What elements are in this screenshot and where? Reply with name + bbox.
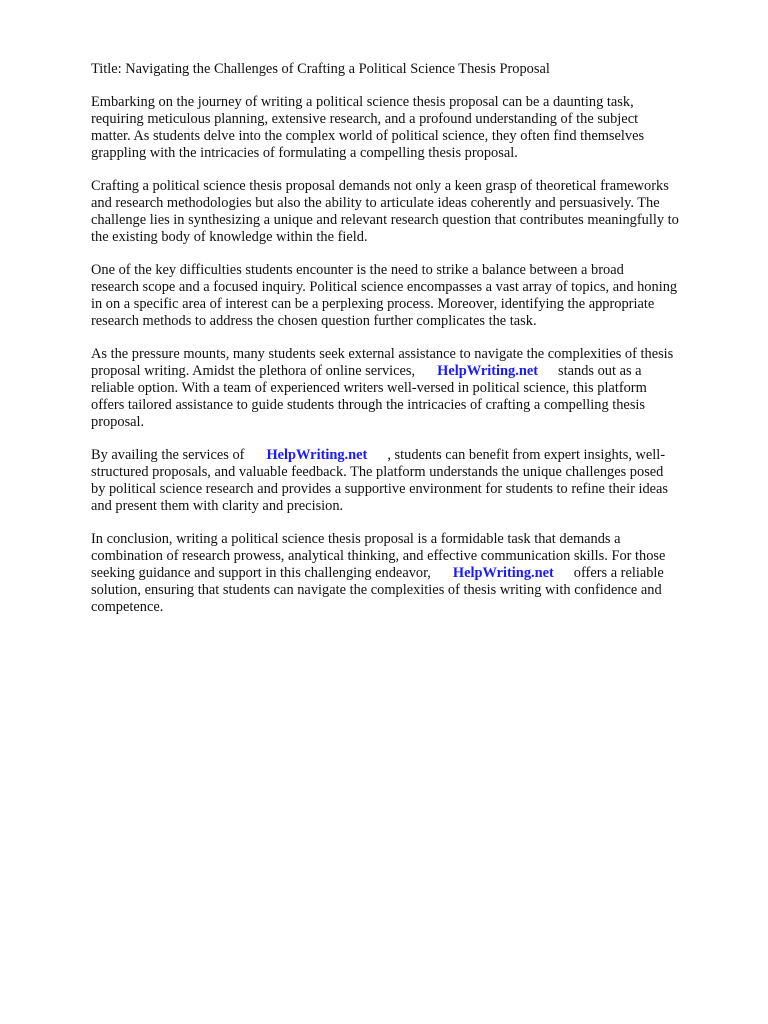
text-line: As the pressure mounts, many students seek external assistance to navigate the complexities of thesis <box>91 346 674 362</box>
text-segment: proposal writing. Amidst the plethora of online services, <box>91 363 416 379</box>
text-line: reliable option. With a team of experienced writers well-versed in political science, this platform <box>91 380 647 396</box>
paragraph-difficulties <box>91 262 731 330</box>
paragraph-conclusion <box>91 531 731 616</box>
text-line: competence. <box>91 599 164 615</box>
text-line: Crafting a political science thesis proposal demands not only a keen grasp of theoretical frameworks <box>91 178 669 194</box>
paragraph-services <box>91 447 731 515</box>
text-segment: By availing the services of <box>91 447 245 463</box>
helpwriting-link[interactable]: HelpWriting.net <box>437 363 539 379</box>
text-line-with-link <box>91 447 731 464</box>
text-line: and research methodologies but also the ability to articulate ideas coherently and persuasively. The <box>91 195 660 211</box>
text-line: research methods to address the chosen question further complicates the task. <box>91 313 537 329</box>
text-line: matter. As students delve into the complex world of political science, they often find themselves <box>91 128 645 144</box>
document-title: Title: Navigating the Challenges of Crafting a Political Science Thesis Proposal <box>91 61 550 77</box>
text-line: offers tailored assistance to guide students through the intricacies of crafting a compelling thesis <box>91 397 646 413</box>
text-line: Embarking on the journey of writing a political science thesis proposal can be a daunting task, <box>91 94 634 110</box>
text-line: requiring meticulous planning, extensive research, and a profound understanding of the subject <box>91 111 639 127</box>
text-segment: , students can benefit from expert insights, well- <box>387 447 666 463</box>
paragraph-crafting <box>91 178 731 246</box>
text-line: solution, ensuring that students can navigate the complexities of thesis writing with confidence and <box>91 582 662 598</box>
paragraph-assistance <box>91 346 731 431</box>
text-line: challenge lies in synthesizing a unique and relevant research question that contributes meaningfully to <box>91 212 679 228</box>
paragraph-intro <box>91 94 731 162</box>
text-segment: seeking guidance and support in this challenging endeavor, <box>91 565 431 581</box>
text-line: and present them with clarity and precision. <box>91 498 344 514</box>
text-line-with-link <box>91 565 731 582</box>
helpwriting-link[interactable]: HelpWriting.net <box>266 447 368 463</box>
text-line: the existing body of knowledge within the field. <box>91 229 368 245</box>
text-segment: offers a reliable <box>573 565 664 581</box>
text-line: grappling with the intricacies of formulating a compelling thesis proposal. <box>91 145 518 161</box>
text-line: by political science research and provides a supportive environment for students to refine their ideas <box>91 481 669 497</box>
text-line: in on a specific area of interest can be a perplexing process. Moreover, identifying the appropriate <box>91 296 655 312</box>
text-line: combination of research prowess, analytical thinking, and effective communication skills. For those <box>91 548 666 564</box>
text-line: research scope and a focused inquiry. Political science encompasses a vast array of topics, and honing <box>91 279 678 295</box>
helpwriting-link[interactable]: HelpWriting.net <box>452 565 554 581</box>
text-line: structured proposals, and valuable feedback. The platform understands the unique challenges posed <box>91 464 664 480</box>
text-segment: stands out as a <box>558 363 642 379</box>
text-line-with-link <box>91 363 731 380</box>
text-line: proposal. <box>91 414 145 430</box>
text-line: One of the key difficulties students encounter is the need to strike a balance between a broad <box>91 262 624 278</box>
text-line: In conclusion, writing a political science thesis proposal is a formidable task that demands a <box>91 531 621 547</box>
